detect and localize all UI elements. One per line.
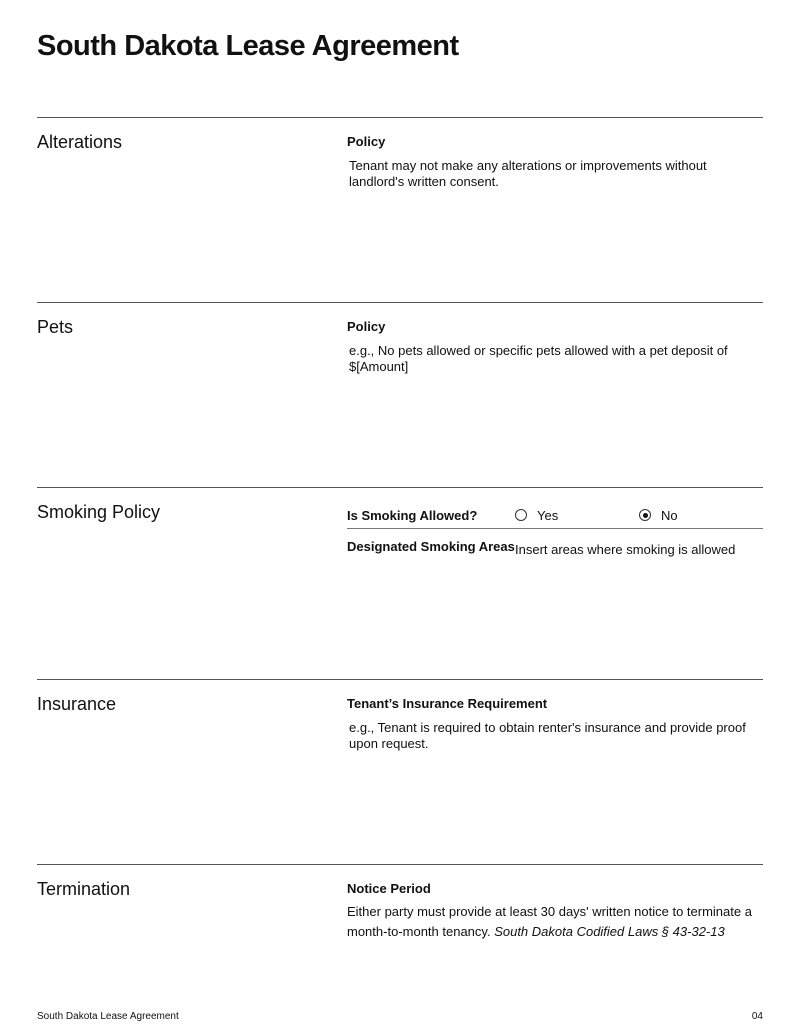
radio-checked-icon [639, 509, 651, 521]
smoking-allowed-label: Is Smoking Allowed? [347, 507, 478, 523]
page-number: 04 [751, 1011, 763, 1022]
section-title: Pets [37, 317, 74, 337]
section-pets [37, 302, 763, 374]
section-title: Insurance [37, 694, 117, 714]
section-smoking [37, 487, 763, 557]
field-value [347, 902, 763, 942]
page-title: South Dakota Lease Agreement [37, 30, 459, 62]
field-value[interactable]: Tenant may not make any alterations or improvements without landlord's written consent. [349, 158, 707, 189]
radio-unchecked-icon [515, 509, 527, 521]
radio-no[interactable] [639, 508, 763, 523]
field-label: Policy [347, 319, 386, 334]
section-insurance [37, 679, 763, 751]
section-alterations [37, 117, 763, 189]
footer-title: South Dakota Lease Agreement [37, 1011, 179, 1022]
notice-text: Either party must provide at least 30 days' written notice to terminate a month-to-month tenancy. [347, 904, 752, 939]
radio-label: Yes [537, 507, 559, 523]
radio-label: No [661, 507, 678, 523]
field-label: Tenant’s Insurance Requirement [347, 696, 548, 711]
field-label: Policy [347, 134, 386, 149]
radio-yes[interactable] [515, 508, 639, 523]
field-value[interactable]: e.g., Tenant is required to obtain renter's insurance and provide proof upon request. [349, 720, 746, 751]
section-termination [37, 864, 763, 939]
section-title: Smoking Policy [37, 502, 161, 522]
field-label: Notice Period [347, 881, 431, 896]
field-value[interactable]: e.g., No pets allowed or specific pets allowed with a pet deposit of $[Amount] [349, 343, 728, 374]
section-title: Alterations [37, 132, 123, 152]
smoking-areas-value[interactable]: Insert areas where smoking is allowed [515, 542, 736, 557]
section-title: Termination [37, 879, 131, 899]
legal-citation: South Dakota Codified Laws § 43-32-13 [494, 924, 725, 939]
smoking-areas-label: Designated Smoking Areas [347, 539, 515, 554]
